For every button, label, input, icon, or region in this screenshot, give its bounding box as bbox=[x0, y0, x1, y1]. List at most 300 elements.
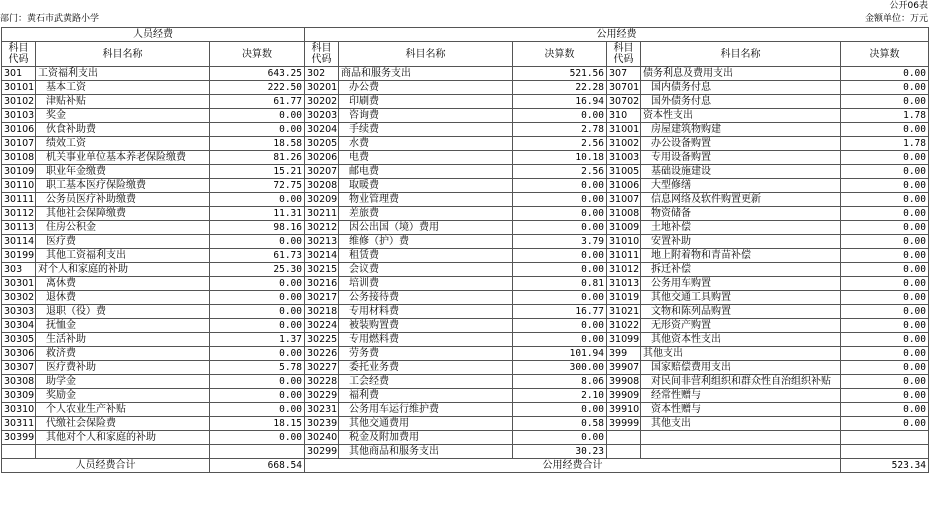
subject-code: 30114 bbox=[2, 235, 36, 249]
table-row bbox=[2, 389, 929, 403]
subject-name: 抚恤金 bbox=[36, 319, 210, 333]
subject-code: 31022 bbox=[607, 319, 641, 333]
subject-name: 对民间非营利组织和群众性自治组织补贴 bbox=[641, 375, 841, 389]
subject-amount: 0.00 bbox=[513, 249, 607, 263]
subject-name: 债务利息及费用支出 bbox=[641, 67, 841, 81]
subject-name: 专用设备购置 bbox=[641, 151, 841, 165]
subject-amount: 18.15 bbox=[210, 417, 305, 431]
subject-name: 租赁费 bbox=[339, 249, 513, 263]
subject-code: 31011 bbox=[607, 249, 641, 263]
subject-code: 30303 bbox=[2, 305, 36, 319]
subject-code bbox=[607, 431, 641, 445]
subject-amount: 0.00 bbox=[513, 319, 607, 333]
name-header: 科目名称 bbox=[641, 42, 841, 67]
subject-name: 税金及附加费用 bbox=[339, 431, 513, 445]
totals-row bbox=[2, 459, 929, 473]
subject-code bbox=[2, 445, 36, 459]
subject-code: 30240 bbox=[305, 431, 339, 445]
subject-code: 31003 bbox=[607, 151, 641, 165]
subject-code: 30202 bbox=[305, 95, 339, 109]
subject-amount: 0.00 bbox=[841, 95, 929, 109]
subject-amount: 0.00 bbox=[841, 389, 929, 403]
subject-amount: 0.00 bbox=[841, 347, 929, 361]
subject-code: 30308 bbox=[2, 375, 36, 389]
table-row bbox=[2, 151, 929, 165]
subject-code: 30305 bbox=[2, 333, 36, 347]
subject-amount: 0.00 bbox=[210, 277, 305, 291]
subject-name: 对个人和家庭的补助 bbox=[36, 263, 210, 277]
subject-code: 30299 bbox=[305, 445, 339, 459]
subject-amount: 0.00 bbox=[210, 291, 305, 305]
subject-amount: 0.00 bbox=[841, 417, 929, 431]
amount-header: 决算数 bbox=[210, 42, 305, 67]
table-row bbox=[2, 361, 929, 375]
subject-name: 手续费 bbox=[339, 123, 513, 137]
subject-name: 离休费 bbox=[36, 277, 210, 291]
subject-code: 39910 bbox=[607, 403, 641, 417]
subject-name: 专用材料费 bbox=[339, 305, 513, 319]
subject-amount: 0.00 bbox=[841, 263, 929, 277]
subject-code: 30199 bbox=[2, 249, 36, 263]
table-row bbox=[2, 109, 929, 123]
subject-name: 职业年金缴费 bbox=[36, 165, 210, 179]
subject-code: 30216 bbox=[305, 277, 339, 291]
subject-name: 公务用车运行维护费 bbox=[339, 403, 513, 417]
subject-code: 30113 bbox=[2, 221, 36, 235]
subject-name: 生活补助 bbox=[36, 333, 210, 347]
subject-code: 30108 bbox=[2, 151, 36, 165]
subject-name: 资本性赠与 bbox=[641, 403, 841, 417]
subject-code: 30215 bbox=[305, 263, 339, 277]
subject-name: 商品和服务支出 bbox=[339, 67, 513, 81]
subject-name: 公务用车购置 bbox=[641, 277, 841, 291]
subject-name: 公务员医疗补助缴费 bbox=[36, 193, 210, 207]
subject-name: 培训费 bbox=[339, 277, 513, 291]
table-row bbox=[2, 445, 929, 459]
subject-name: 被装购置费 bbox=[339, 319, 513, 333]
subject-name: 经常性赠与 bbox=[641, 389, 841, 403]
table-row bbox=[2, 291, 929, 305]
table-row bbox=[2, 249, 929, 263]
subject-name: 其他资本性支出 bbox=[641, 333, 841, 347]
subject-code: 30107 bbox=[2, 137, 36, 151]
subject-name: 职工基本医疗保险缴费 bbox=[36, 179, 210, 193]
table-row bbox=[2, 207, 929, 221]
subject-name: 其他交通费用 bbox=[339, 417, 513, 431]
subject-amount: 16.94 bbox=[513, 95, 607, 109]
subject-name: 退休费 bbox=[36, 291, 210, 305]
subject-name: 取暖费 bbox=[339, 179, 513, 193]
subject-code: 31013 bbox=[607, 277, 641, 291]
subject-code: 30201 bbox=[305, 81, 339, 95]
subject-amount: 0.00 bbox=[210, 431, 305, 445]
subject-amount: 81.26 bbox=[210, 151, 305, 165]
table-row bbox=[2, 375, 929, 389]
subject-amount: 0.00 bbox=[513, 193, 607, 207]
subject-amount: 0.00 bbox=[210, 389, 305, 403]
subject-code: 30311 bbox=[2, 417, 36, 431]
subject-amount bbox=[210, 445, 305, 459]
subject-amount: 2.56 bbox=[513, 137, 607, 151]
subject-code: 30224 bbox=[305, 319, 339, 333]
subject-amount: 0.00 bbox=[210, 403, 305, 417]
subject-amount: 15.21 bbox=[210, 165, 305, 179]
subject-amount: 0.00 bbox=[210, 193, 305, 207]
subject-amount: 18.58 bbox=[210, 137, 305, 151]
subject-name: 印刷费 bbox=[339, 95, 513, 109]
subject-amount: 0.00 bbox=[513, 179, 607, 193]
name-header: 科目名称 bbox=[339, 42, 513, 67]
subject-amount: 1.78 bbox=[841, 109, 929, 123]
subject-amount: 0.00 bbox=[841, 277, 929, 291]
subject-name: 其他对个人和家庭的补助 bbox=[36, 431, 210, 445]
subject-name: 伙食补助费 bbox=[36, 123, 210, 137]
personnel-total-value: 668.54 bbox=[210, 459, 305, 473]
subject-name: 物资储备 bbox=[641, 207, 841, 221]
code-header: 科目 代码 bbox=[607, 42, 641, 67]
subject-name: 助学金 bbox=[36, 375, 210, 389]
subject-code: 30218 bbox=[305, 305, 339, 319]
table-row bbox=[2, 179, 929, 193]
subject-name: 国家赔偿费用支出 bbox=[641, 361, 841, 375]
subject-code: 30106 bbox=[2, 123, 36, 137]
public-total-value: 523.34 bbox=[841, 459, 929, 473]
subject-name bbox=[641, 431, 841, 445]
subject-name: 奖励金 bbox=[36, 389, 210, 403]
subject-code: 30217 bbox=[305, 291, 339, 305]
subject-code: 30307 bbox=[2, 361, 36, 375]
table-row bbox=[2, 431, 929, 445]
subject-amount: 0.00 bbox=[841, 81, 929, 95]
subject-code: 30304 bbox=[2, 319, 36, 333]
subject-code: 302 bbox=[305, 67, 339, 81]
subject-code: 30310 bbox=[2, 403, 36, 417]
subject-code: 30102 bbox=[2, 95, 36, 109]
subject-code: 399 bbox=[607, 347, 641, 361]
subject-name: 办公费 bbox=[339, 81, 513, 95]
subject-name: 退职（役）费 bbox=[36, 305, 210, 319]
expenditure-table bbox=[1, 27, 929, 473]
subject-code: 30228 bbox=[305, 375, 339, 389]
subject-amount: 30.23 bbox=[513, 445, 607, 459]
subject-name: 大型修缮 bbox=[641, 179, 841, 193]
subject-amount: 72.75 bbox=[210, 179, 305, 193]
subject-amount: 0.58 bbox=[513, 417, 607, 431]
subject-name: 拆迁补偿 bbox=[641, 263, 841, 277]
public-total-label: 公用经费合计 bbox=[305, 459, 841, 473]
subject-code: 39999 bbox=[607, 417, 641, 431]
subject-code: 30214 bbox=[305, 249, 339, 263]
subject-name: 会议费 bbox=[339, 263, 513, 277]
table-row bbox=[2, 263, 929, 277]
subject-amount: 0.00 bbox=[513, 207, 607, 221]
subject-amount: 0.00 bbox=[210, 305, 305, 319]
subject-amount: 0.00 bbox=[841, 123, 929, 137]
subject-code: 30205 bbox=[305, 137, 339, 151]
subject-code: 39907 bbox=[607, 361, 641, 375]
subject-amount: 0.00 bbox=[841, 319, 929, 333]
subject-name: 土地补偿 bbox=[641, 221, 841, 235]
subject-code: 30110 bbox=[2, 179, 36, 193]
subject-code: 31099 bbox=[607, 333, 641, 347]
subject-code: 31002 bbox=[607, 137, 641, 151]
subject-name: 咨询费 bbox=[339, 109, 513, 123]
subject-name: 信息网络及软件购置更新 bbox=[641, 193, 841, 207]
subject-code: 303 bbox=[2, 263, 36, 277]
subject-amount: 0.00 bbox=[841, 249, 929, 263]
subject-name: 维修（护）费 bbox=[339, 235, 513, 249]
subject-amount: 0.00 bbox=[210, 347, 305, 361]
subject-code: 31007 bbox=[607, 193, 641, 207]
subject-code: 30212 bbox=[305, 221, 339, 235]
subject-code: 30301 bbox=[2, 277, 36, 291]
subject-name: 住房公积金 bbox=[36, 221, 210, 235]
subject-name: 因公出国（境）费用 bbox=[339, 221, 513, 235]
subject-code: 307 bbox=[607, 67, 641, 81]
subject-amount: 8.06 bbox=[513, 375, 607, 389]
subject-amount: 11.31 bbox=[210, 207, 305, 221]
subject-amount: 0.00 bbox=[841, 179, 929, 193]
table-row bbox=[2, 221, 929, 235]
subject-amount: 101.94 bbox=[513, 347, 607, 361]
name-header: 科目名称 bbox=[36, 42, 210, 67]
subject-code: 31012 bbox=[607, 263, 641, 277]
subject-amount: 0.00 bbox=[841, 151, 929, 165]
subject-name: 水费 bbox=[339, 137, 513, 151]
subject-amount: 0.00 bbox=[210, 235, 305, 249]
subject-amount: 1.37 bbox=[210, 333, 305, 347]
subject-amount: 0.00 bbox=[513, 263, 607, 277]
subject-code: 30229 bbox=[305, 389, 339, 403]
subject-name: 其他交通工具购置 bbox=[641, 291, 841, 305]
subject-name: 委托业务费 bbox=[339, 361, 513, 375]
subject-name: 邮电费 bbox=[339, 165, 513, 179]
subject-amount: 0.00 bbox=[513, 291, 607, 305]
subject-code: 31006 bbox=[607, 179, 641, 193]
subject-code: 30209 bbox=[305, 193, 339, 207]
subject-amount: 0.00 bbox=[841, 193, 929, 207]
subject-code: 30702 bbox=[607, 95, 641, 109]
column-header-row bbox=[2, 42, 929, 67]
subject-name: 办公设备购置 bbox=[641, 137, 841, 151]
subject-amount: 0.00 bbox=[841, 165, 929, 179]
subject-name: 奖金 bbox=[36, 109, 210, 123]
subject-amount: 0.00 bbox=[841, 305, 929, 319]
subject-amount: 61.73 bbox=[210, 249, 305, 263]
subject-amount: 3.79 bbox=[513, 235, 607, 249]
subject-name: 房屋建筑物购建 bbox=[641, 123, 841, 137]
subject-name: 基础设施建设 bbox=[641, 165, 841, 179]
subject-amount: 5.78 bbox=[210, 361, 305, 375]
subject-amount: 1.78 bbox=[841, 137, 929, 151]
subject-amount: 0.00 bbox=[841, 235, 929, 249]
subject-code: 31010 bbox=[607, 235, 641, 249]
unit-label: 金额单位：万元 bbox=[864, 14, 928, 24]
table-row bbox=[2, 67, 929, 81]
subject-code: 39908 bbox=[607, 375, 641, 389]
subject-name: 其他工资福利支出 bbox=[36, 249, 210, 263]
table-row bbox=[2, 277, 929, 291]
subject-code: 39909 bbox=[607, 389, 641, 403]
subject-amount: 25.30 bbox=[210, 263, 305, 277]
subject-amount: 0.00 bbox=[513, 221, 607, 235]
subject-name: 津贴补贴 bbox=[36, 95, 210, 109]
subject-code: 30203 bbox=[305, 109, 339, 123]
subject-amount: 0.00 bbox=[841, 67, 929, 81]
subject-name: 电费 bbox=[339, 151, 513, 165]
subject-amount: 0.00 bbox=[841, 207, 929, 221]
subject-name: 机关事业单位基本养老保险缴费 bbox=[36, 151, 210, 165]
table-row bbox=[2, 81, 929, 95]
subject-code: 30103 bbox=[2, 109, 36, 123]
subject-amount: 10.18 bbox=[513, 151, 607, 165]
subject-code: 31005 bbox=[607, 165, 641, 179]
subject-name bbox=[641, 445, 841, 459]
subject-code: 30208 bbox=[305, 179, 339, 193]
subject-name: 工会经费 bbox=[339, 375, 513, 389]
subject-name: 文物和陈列品购置 bbox=[641, 305, 841, 319]
subject-code: 30213 bbox=[305, 235, 339, 249]
subject-amount: 0.00 bbox=[513, 333, 607, 347]
table-row bbox=[2, 95, 929, 109]
subject-code: 30111 bbox=[2, 193, 36, 207]
subject-code: 30211 bbox=[305, 207, 339, 221]
subject-name: 基本工资 bbox=[36, 81, 210, 95]
personnel-total-label: 人员经费合计 bbox=[2, 459, 210, 473]
subject-amount bbox=[841, 431, 929, 445]
subject-amount: 521.56 bbox=[513, 67, 607, 81]
subject-amount: 643.25 bbox=[210, 67, 305, 81]
table-row bbox=[2, 193, 929, 207]
subject-name: 福利费 bbox=[339, 389, 513, 403]
amount-header: 决算数 bbox=[841, 42, 929, 67]
table-row bbox=[2, 123, 929, 137]
subject-name: 代缴社会保险费 bbox=[36, 417, 210, 431]
subject-code: 30309 bbox=[2, 389, 36, 403]
subject-amount: 0.00 bbox=[513, 109, 607, 123]
subject-amount: 222.50 bbox=[210, 81, 305, 95]
subject-amount: 61.77 bbox=[210, 95, 305, 109]
subject-code: 30306 bbox=[2, 347, 36, 361]
subject-name: 其他支出 bbox=[641, 347, 841, 361]
subject-name: 地上附着物和青苗补偿 bbox=[641, 249, 841, 263]
subject-amount bbox=[841, 445, 929, 459]
subject-amount: 0.00 bbox=[210, 109, 305, 123]
subject-amount: 98.16 bbox=[210, 221, 305, 235]
subject-amount: 0.81 bbox=[513, 277, 607, 291]
subject-amount: 0.00 bbox=[841, 291, 929, 305]
subject-code: 301 bbox=[2, 67, 36, 81]
subject-amount: 0.00 bbox=[513, 403, 607, 417]
subject-code: 310 bbox=[607, 109, 641, 123]
subject-name: 差旅费 bbox=[339, 207, 513, 221]
table-row bbox=[2, 165, 929, 179]
subject-amount: 22.28 bbox=[513, 81, 607, 95]
subject-code: 30239 bbox=[305, 417, 339, 431]
subject-code: 30206 bbox=[305, 151, 339, 165]
table-row bbox=[2, 347, 929, 361]
subject-code: 30204 bbox=[305, 123, 339, 137]
subject-name bbox=[36, 445, 210, 459]
subject-code: 31019 bbox=[607, 291, 641, 305]
subject-code: 30226 bbox=[305, 347, 339, 361]
personnel-header: 人员经费 bbox=[2, 28, 305, 42]
amount-header: 决算数 bbox=[513, 42, 607, 67]
subject-amount: 2.78 bbox=[513, 123, 607, 137]
subject-name: 安置补助 bbox=[641, 235, 841, 249]
subject-code: 30701 bbox=[607, 81, 641, 95]
subject-name: 资本性支出 bbox=[641, 109, 841, 123]
subject-name: 其他支出 bbox=[641, 417, 841, 431]
subject-amount: 0.00 bbox=[210, 375, 305, 389]
subject-code: 30302 bbox=[2, 291, 36, 305]
subject-amount: 0.00 bbox=[841, 403, 929, 417]
table-row bbox=[2, 417, 929, 431]
subject-name: 医疗费补助 bbox=[36, 361, 210, 375]
subject-code: 30231 bbox=[305, 403, 339, 417]
subject-code: 30207 bbox=[305, 165, 339, 179]
subject-code: 30225 bbox=[305, 333, 339, 347]
subject-name: 工资福利支出 bbox=[36, 67, 210, 81]
subject-name: 劳务费 bbox=[339, 347, 513, 361]
subject-code: 31009 bbox=[607, 221, 641, 235]
subject-code: 30399 bbox=[2, 431, 36, 445]
table-row bbox=[2, 137, 929, 151]
table-row bbox=[2, 319, 929, 333]
subject-amount: 0.00 bbox=[841, 361, 929, 375]
subject-name: 国内债务付息 bbox=[641, 81, 841, 95]
table-row bbox=[2, 235, 929, 249]
subject-code bbox=[607, 445, 641, 459]
subject-code: 30227 bbox=[305, 361, 339, 375]
subject-code: 31001 bbox=[607, 123, 641, 137]
subject-name: 个人农业生产补贴 bbox=[36, 403, 210, 417]
table-row bbox=[2, 305, 929, 319]
subject-amount: 2.56 bbox=[513, 165, 607, 179]
subject-amount: 300.00 bbox=[513, 361, 607, 375]
subject-name: 国外债务付息 bbox=[641, 95, 841, 109]
group-header-row bbox=[2, 28, 929, 42]
subject-name: 医疗费 bbox=[36, 235, 210, 249]
table-row bbox=[2, 403, 929, 417]
department-label: 部门：黄石市武黄路小学 bbox=[0, 14, 100, 24]
public-header: 公用经费 bbox=[305, 28, 929, 42]
subject-code: 31021 bbox=[607, 305, 641, 319]
subject-name: 物业管理费 bbox=[339, 193, 513, 207]
code-header: 科目 代码 bbox=[2, 42, 36, 67]
subject-name: 公务接待费 bbox=[339, 291, 513, 305]
subject-name: 专用燃料费 bbox=[339, 333, 513, 347]
subject-name: 绩效工资 bbox=[36, 137, 210, 151]
subject-code: 30101 bbox=[2, 81, 36, 95]
subject-amount: 0.00 bbox=[841, 333, 929, 347]
subject-code: 30109 bbox=[2, 165, 36, 179]
subject-name: 其他商品和服务支出 bbox=[339, 445, 513, 459]
subject-name: 其他社会保障缴费 bbox=[36, 207, 210, 221]
report-meta bbox=[0, 13, 928, 25]
subject-amount: 0.00 bbox=[841, 221, 929, 235]
subject-amount: 0.00 bbox=[210, 319, 305, 333]
subject-name: 无形资产购置 bbox=[641, 319, 841, 333]
subject-amount: 0.00 bbox=[210, 123, 305, 137]
report-code: 公开06表 bbox=[889, 1, 928, 11]
subject-amount: 2.10 bbox=[513, 389, 607, 403]
subject-code: 30112 bbox=[2, 207, 36, 221]
subject-code: 31008 bbox=[607, 207, 641, 221]
subject-amount: 16.77 bbox=[513, 305, 607, 319]
code-header: 科目 代码 bbox=[305, 42, 339, 67]
subject-amount: 0.00 bbox=[513, 431, 607, 445]
